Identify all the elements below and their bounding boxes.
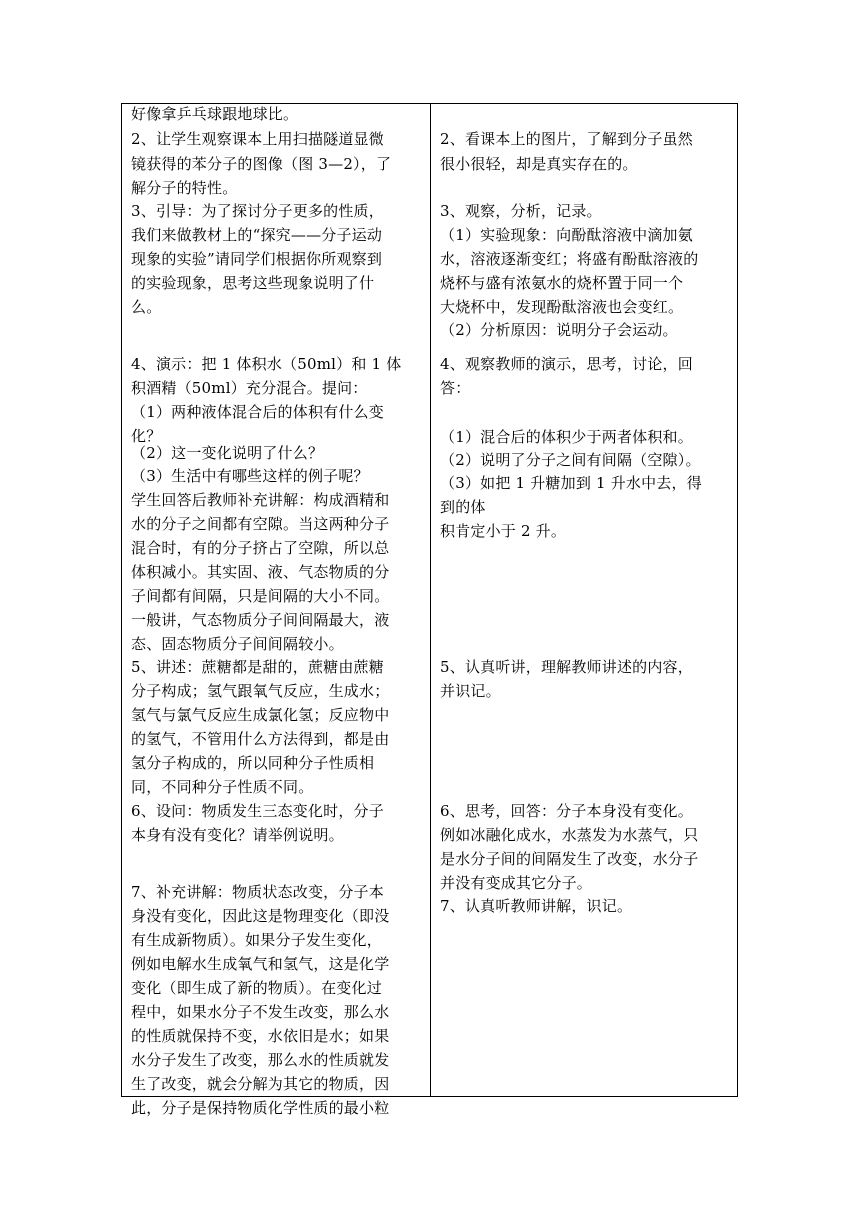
teacher-text-line: 3、引导：为了探讨分子更多的性质， [131, 202, 384, 220]
student-text-line: 2、看课本上的图片，了解到分子虽然 [440, 130, 693, 148]
teacher-text-line: 我们来做教材上的“探究——分子运动 [131, 226, 383, 244]
student-text-line: 积肯定小于 2 升。 [440, 522, 567, 540]
teacher-text-line: 好像拿乒乓球跟地球比。 [131, 105, 299, 123]
student-text-line: 到的体 [440, 498, 486, 516]
student-text-line: 4、观察教师的演示，思考，讨论，回 [440, 355, 693, 373]
teacher-text-line: 有生成新物质）。如果分子发生变化， [131, 931, 382, 949]
student-text-line: 例如冰融化成水，水蒸发为水蒸气，只 [440, 826, 699, 844]
teacher-text-line: 解分子的特性。 [131, 179, 238, 197]
teacher-text-line: 4、演示：把 1 体积水（50ml）和 1 体 [131, 355, 402, 373]
student-text-line: （1）实验现象：向酚酞溶液中滴加氨 [440, 226, 693, 244]
teacher-text-line: 同，不同种分子性质不同。 [131, 778, 314, 796]
teacher-text-line: （1）两种液体混合后的体积有什么变 [131, 403, 384, 421]
teacher-text-line: 子间都有间隔，只是间隔的大小不同。 [131, 587, 390, 605]
student-text-line: 答： [440, 379, 471, 397]
student-text-line: 3、观察，分析，记录。 [440, 202, 602, 220]
teacher-text-line: 6、设问：物质发生三态变化时，分子 [131, 802, 384, 820]
teacher-text-line: 化？ [131, 427, 162, 445]
teacher-text-line: 态、固态物质分子间间隔较小。 [131, 635, 344, 653]
teacher-text-line: 分子构成；氢气跟氧气反应，生成水； [131, 682, 390, 700]
teacher-text-line: 7、补充讲解：物质状态改变，分子本 [131, 883, 384, 901]
teacher-text-line: 氢气与氯气反应生成氯化氢；反应物中 [131, 706, 390, 724]
teacher-text-line: 混合时，有的分子挤占了空隙，所以总 [131, 539, 390, 557]
student-text-line: 并识记。 [440, 682, 501, 700]
teacher-text-line: 一般讲，气态物质分子间间隔最大，液 [131, 611, 390, 629]
student-text-line: 6、思考，回答：分子本身没有变化。 [440, 802, 693, 820]
teacher-text-line: （3）生活中有哪些这样的例子呢？ [131, 467, 369, 485]
column-divider [430, 103, 431, 1097]
teacher-text-line: 身没有变化，因此这是物理变化（即没 [131, 907, 390, 925]
teacher-text-line: 氢分子构成的，所以同种分子性质相 [131, 754, 375, 772]
teacher-text-line: 学生回答后教师补充讲解：构成酒精和 [131, 491, 390, 509]
teacher-text-line: 此，分子是保持物质化学性质的最小粒 [131, 1099, 390, 1117]
teacher-text-line: 现象的实验”请同学们根据你所观察到 [131, 250, 383, 268]
teacher-text-line: 5、讲述：蔗糖都是甜的，蔗糖由蔗糖 [131, 658, 384, 676]
teacher-text-line: 的实验现象，思考这些现象说明了什 [131, 274, 375, 292]
student-text-line: 烧杯与盛有浓氨水的烧杯置于同一个 [440, 274, 684, 292]
teacher-text-line: 程中，如果水分子不发生改变，那么水 [131, 1003, 390, 1021]
student-text-line: 并没有变成其它分子。 [440, 874, 593, 892]
teacher-text-line: （2）这一变化说明了什么？ [131, 444, 324, 462]
teacher-text-line: 变化（即生成了新的物质）。在变化过 [131, 979, 382, 997]
teacher-text-line: 积酒精（50ml）充分混合。提问： [131, 379, 368, 397]
teacher-text-line: 体积减小。其实固、液、气态物质的分 [131, 563, 390, 581]
teacher-text-line: 么。 [131, 298, 162, 316]
teacher-text-line: 2、让学生观察课本上用扫描隧道显微 [131, 130, 384, 148]
teacher-text-line: 本身有没有变化？请举例说明。 [131, 826, 344, 844]
teacher-text-line: 水的分子之间都有空隙。当这两种分子 [131, 515, 390, 533]
teacher-text-line: 水分子发生了改变，那么水的性质就发 [131, 1051, 390, 1069]
teacher-text-line: 的性质就保持不变，水依旧是水；如果 [131, 1027, 390, 1045]
student-text-line: 7、认真听教师讲解，识记。 [440, 897, 633, 915]
student-text-line: 大烧杯中，发现酚酞溶液也会变红。 [440, 298, 684, 316]
student-text-line: 水，溶液逐渐变红；将盛有酚酞溶液的 [440, 250, 699, 268]
teacher-text-line: 例如电解水生成氧气和氢气，这是化学 [131, 955, 390, 973]
teacher-text-line: 生了改变，就会分解为其它的物质，因 [131, 1075, 390, 1093]
student-text-line: （2）说明了分子之间有间隔（空隙）。 [440, 451, 701, 469]
student-text-line: （3）如把 1 升糖加到 1 升水中去，得 [440, 474, 702, 492]
teacher-text-line: 镜获得的苯分子的图像（图 3—2），了 [131, 155, 392, 173]
student-text-line: 很小很轻，却是真实存在的。 [440, 155, 638, 173]
student-text-line: 是水分子间的间隔发生了改变，水分子 [440, 850, 699, 868]
student-text-line: （1）混合后的体积少于两者体积和。 [440, 428, 693, 446]
student-text-line: （2）分析原因：说明分子会运动。 [440, 321, 678, 339]
teacher-text-line: 的氢气，不管用什么方法得到，都是由 [131, 730, 390, 748]
student-text-line: 5、认真听讲，理解教师讲述的内容， [440, 658, 693, 676]
